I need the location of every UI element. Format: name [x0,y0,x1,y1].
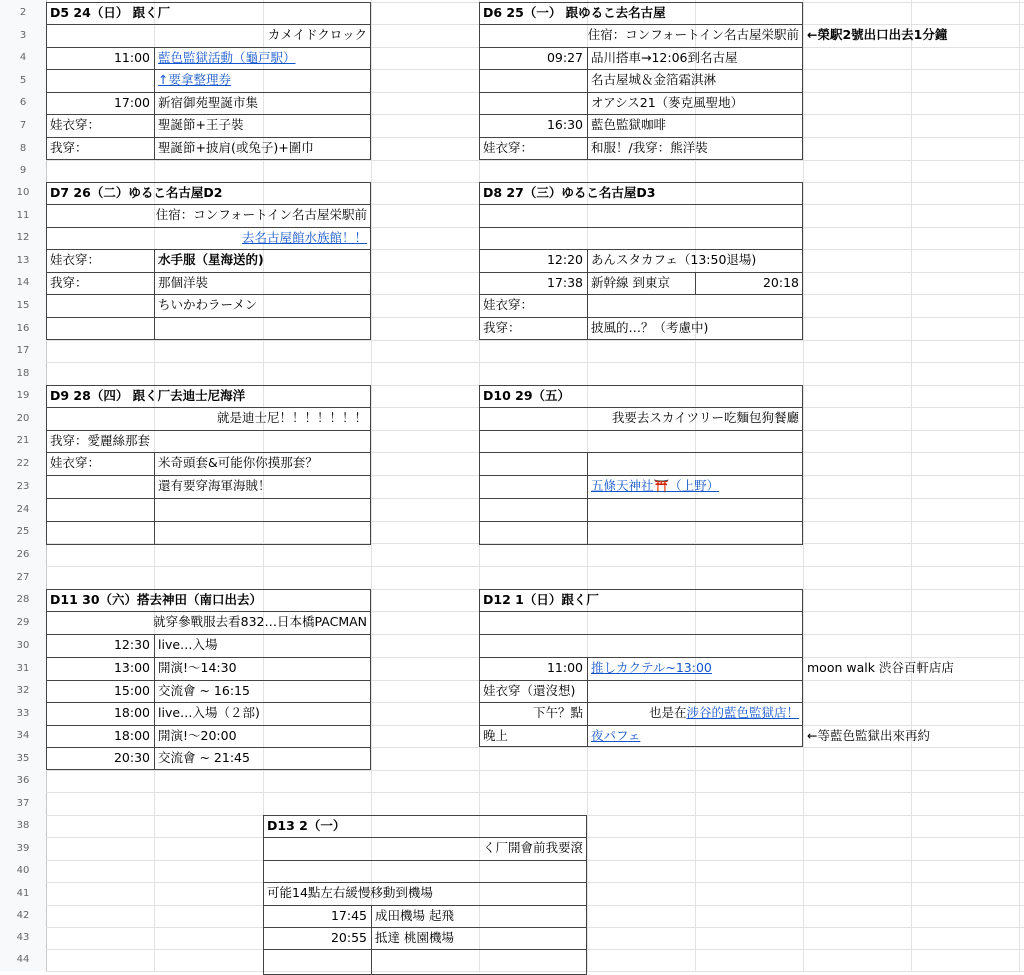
row-number[interactable]: 22 [0,452,46,475]
day-title-d7: D7 26（二）ゆるこ名古屋D2 [50,185,223,200]
gridline [46,160,1024,161]
row-number[interactable]: 10 [0,182,46,204]
cell-time[interactable]: 13:00 [113,660,150,675]
cell-text[interactable]: 我要去スカイツリー吃麵包狗餐廳 [611,410,799,425]
cell-text[interactable]: 交流會 ~ 21:45 [158,750,250,765]
event-link[interactable]: 推しカクテル~13:00 [591,660,712,675]
cell-label[interactable]: 我穿： [50,140,88,155]
row-number[interactable]: 34 [0,725,46,747]
cell-text[interactable]: 水手服（星海送的) [158,252,264,267]
event-link[interactable]: 涉谷的藍色監獄店！ [686,705,799,720]
row-number[interactable]: 39 [0,837,46,860]
row-number[interactable]: 25 [0,521,46,543]
gridline [46,566,1024,567]
cell-time[interactable]: 11:00 [113,50,150,65]
day-title-d12: D12 1（日）跟く厂 [483,592,599,607]
cell-text[interactable]: 交流會 ~ 16:15 [158,683,250,698]
cell-text[interactable]: カメイドクロック [267,27,367,42]
row-number[interactable]: 17 [0,340,46,362]
row-number[interactable]: 9 [0,160,46,182]
row-number[interactable]: 32 [0,680,46,702]
cell-time[interactable]: 09:27 [546,50,583,65]
event-link[interactable]: ↑要拿整理券 [158,72,231,87]
row-number[interactable]: 35 [0,747,46,770]
divider [479,611,803,612]
event-link[interactable]: 藍色監獄活動（龜戸駅） [158,50,296,65]
cell-text[interactable]: 新宿御苑聖誕市集 [158,95,259,110]
cell-time[interactable]: 20:30 [113,750,150,765]
row-number[interactable]: 37 [0,792,46,815]
cell-text[interactable]: 新幹線 到東京 [591,275,670,290]
divider [479,452,803,453]
row-number[interactable]: 19 [0,385,46,407]
cell-label[interactable]: 下午？點 [532,705,583,720]
divider [587,452,588,545]
cell-time[interactable]: 12:30 [113,637,150,652]
side-note[interactable]: ←榮駅2號出口出去1分鐘 [807,27,948,42]
cell-text[interactable]: 就是迪士尼！！！！！！！ [216,410,367,425]
divider [479,204,803,205]
cell-text-part: 也是在 [648,705,687,720]
gridline [46,792,1024,793]
cell-text[interactable] [587,702,803,724]
cell-time[interactable]: 17:00 [113,95,150,110]
row-number[interactable]: 14 [0,272,46,294]
row-number[interactable]: 13 [0,249,46,272]
day-title-d8: D8 27（三）ゆるこ名古屋D3 [483,185,656,200]
cell-time[interactable]: 16:30 [546,117,583,132]
row-number[interactable]: 7 [0,114,46,137]
cell-time[interactable]: 20:55 [330,930,367,945]
row-number[interactable]: 29 [0,611,46,634]
divider [479,498,803,499]
cell-time[interactable]: 18:00 [113,705,150,720]
day-title-d10: D10 29（五） [483,388,571,403]
cell-text[interactable]: live…入場 [158,637,218,652]
row-number[interactable]: 11 [0,204,46,227]
cell-text[interactable]: 住宿：コンフォートイン名古屋栄駅前 [587,27,799,42]
row-number[interactable]: 4 [0,47,46,69]
row-number[interactable]: 12 [0,227,46,249]
cell-text[interactable]: 住宿：コンフォートイン名古屋栄駅前 [155,207,367,222]
cell-text[interactable]: 名古屋城＆金箔霜淇淋 [591,72,717,87]
cell-time[interactable]: 11:00 [546,660,583,675]
row-number[interactable]: 8 [0,137,46,160]
cell-text[interactable]: く厂開會前我要滾 [482,840,583,855]
cell-text[interactable]: 和服！/我穿：熊洋裝 [591,140,708,155]
side-note[interactable]: moon walk 渋谷百軒店店 [807,660,954,675]
row-number[interactable]: 16 [0,317,46,340]
cell-text[interactable]: 就穿參戰服去看832…日本橋PACMAN [153,614,367,629]
row-number[interactable]: 6 [0,92,46,114]
cell-text[interactable]: 還有要穿海軍海賊！ [158,478,271,493]
row-number[interactable]: 21 [0,430,46,452]
row-number[interactable]: 31 [0,657,46,680]
cell-text[interactable]: 聖誕節+披肩(或兔子)+圍巾 [158,140,314,155]
row-number[interactable]: 27 [0,566,46,589]
cell-label[interactable]: 我穿： [483,320,521,335]
cell-label[interactable]: 娃衣穿： [50,252,101,267]
cell-text[interactable]: オアシス21（麥克風聖地） [591,95,744,110]
row-number[interactable]: 38 [0,815,46,837]
cell-text[interactable]: 抵達 桃園機場 [375,930,454,945]
day-title-d13: D13 2（一） [267,818,346,833]
row-number[interactable]: 5 [0,69,46,92]
row-number[interactable]: 3 [0,24,46,47]
row-number[interactable]: 33 [0,702,46,725]
row-number[interactable]: 2 [0,2,46,24]
row-number[interactable]: 41 [0,882,46,905]
cell-text[interactable]: 披風的…？（考慮中) [591,320,709,335]
side-note[interactable]: ←等藍色監獄出來再約 [807,728,930,743]
divider [263,949,587,950]
cell-label[interactable]: 我穿： [50,275,88,290]
divider [46,521,371,522]
gridline [911,0,912,971]
row-number[interactable]: 44 [0,949,46,971]
cell-text[interactable]: 那個洋裝 [158,275,209,290]
row-number[interactable]: 40 [0,860,46,882]
event-link[interactable]: 夜パフェ [591,728,641,743]
cell-text[interactable]: 我穿：愛麗絲那套 [50,433,151,448]
row-number[interactable]: 43 [0,927,46,949]
row-number[interactable]: 42 [0,905,46,927]
cell-text[interactable]: 聖誕節+王子裝 [158,117,244,132]
cell-time[interactable]: 20:18 [762,275,799,290]
gridline [46,362,1024,363]
day-title-d11: D11 30（六）搭去神田（南口出去） [50,592,263,607]
cell-label[interactable]: 娃衣穿： [483,140,534,155]
day-title-d5: D5 24（日） 跟く厂 [50,5,171,20]
cell-label[interactable]: 娃衣穿： [50,455,101,470]
event-link[interactable]: 五條天神社⛩️（上野） [591,478,720,493]
day-title-d6: D6 25（一） 跟ゆるこ去名古屋 [483,5,666,20]
row-number[interactable]: 20 [0,407,46,430]
event-link[interactable]: 去名古屋館水族館！！ [241,230,367,245]
cell-time[interactable]: 18:00 [113,728,150,743]
row-number[interactable]: 36 [0,770,46,792]
divider [46,317,371,318]
row-number[interactable]: 26 [0,543,46,566]
row-number[interactable]: 28 [0,589,46,611]
cell-text[interactable]: 藍色監獄咖啡 [591,117,667,132]
gridline [1019,0,1020,971]
divider [479,227,803,228]
row-number[interactable]: 24 [0,498,46,521]
cell-label[interactable]: 娃衣穿（還沒想) [483,683,576,698]
gridline [803,0,804,971]
cell-time[interactable]: 17:38 [546,275,583,290]
row-number[interactable]: 18 [0,362,46,385]
gridline [46,340,1024,341]
cell-text[interactable]: 米奇頭套&可能你你摸那套？ [158,455,318,470]
row-number[interactable]: 30 [0,634,46,657]
day-title-d9: D9 28（四） 跟く厂去迪士尼海洋 [50,388,246,403]
cell-text[interactable]: 可能14點左右緩慢移動到機場 [267,885,433,900]
divider [263,860,587,861]
divider [479,634,803,635]
cell-text[interactable]: 開演!～14:30 [158,660,237,675]
cell-time[interactable]: 15:00 [113,683,150,698]
cell-label[interactable]: 娃衣穿： [50,117,101,132]
cell-text[interactable]: ちいかわラーメン [158,297,258,312]
cell-text[interactable]: 開演!～20:00 [158,728,237,743]
row-number[interactable]: 23 [0,475,46,498]
cell-text[interactable]: live…入場（２部) [158,705,260,720]
row-number[interactable]: 15 [0,294,46,317]
divider [479,521,803,522]
divider [479,430,803,431]
cell-label[interactable]: 晚上 [483,728,509,743]
cell-text[interactable]: あんスタカフェ（13:50退場) [591,252,757,267]
divider [46,498,371,499]
cell-label[interactable]: 娃衣穿： [483,297,534,312]
cell-time[interactable]: 12:20 [546,252,583,267]
gridline [46,770,1024,771]
cell-text[interactable]: 成田機場 起飛 [375,908,454,923]
cell-text[interactable]: 品川搭車→12:06到名古屋 [591,50,738,65]
cell-time[interactable]: 17:45 [330,908,367,923]
